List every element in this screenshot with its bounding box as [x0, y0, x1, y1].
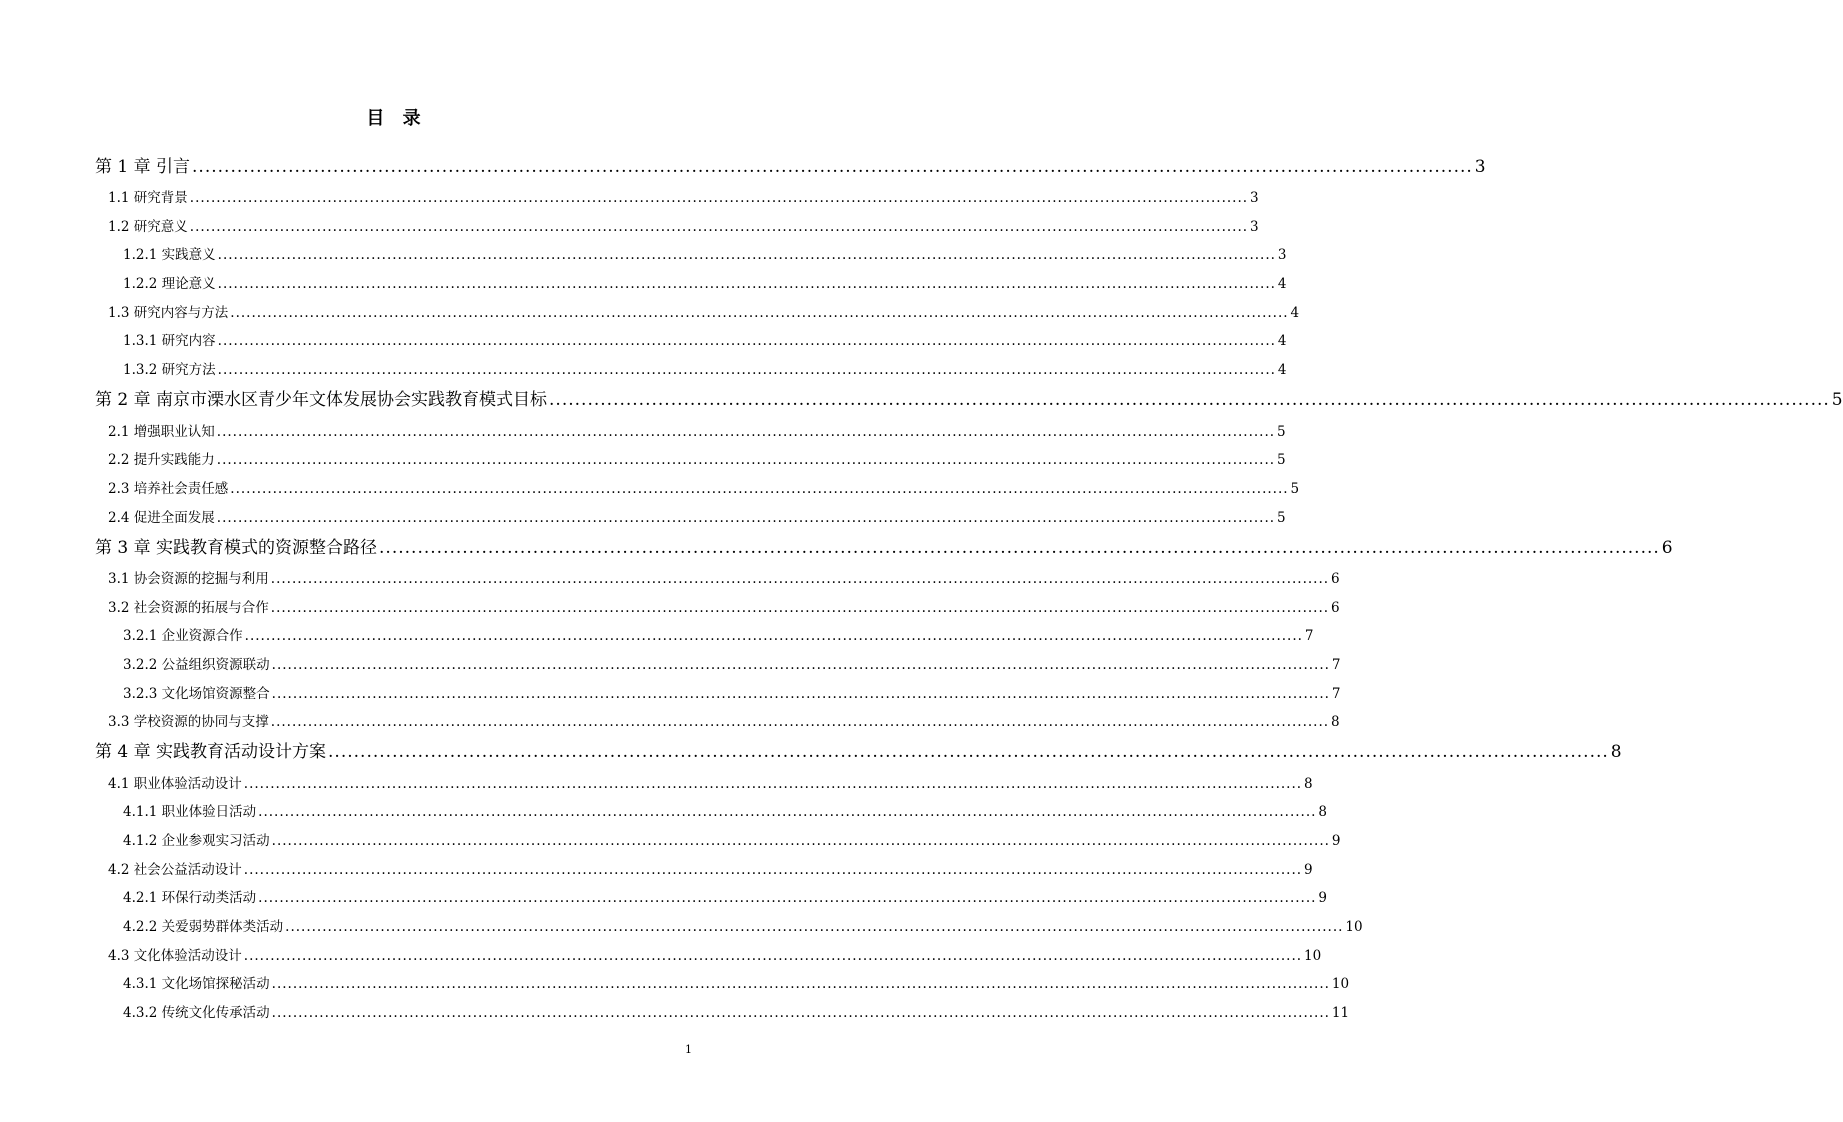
toc-leader-dots: ........................................................................................................................................................................................................ — [189, 219, 1249, 235]
page-number: 1 — [685, 1043, 692, 1056]
toc-entry-label: 引言 — [156, 157, 191, 177]
toc-entry-number: 3.1 — [108, 571, 130, 587]
toc-entry-page: 4 — [1277, 362, 1287, 378]
toc-entry-label: 理论意义 — [161, 276, 216, 292]
toc-entry[interactable] — [108, 420, 1286, 440]
toc-entry-label: 社会公益活动设计 — [133, 862, 242, 878]
toc-entry-number: 2.4 — [108, 510, 130, 526]
toc-entry-label: 传统文化传承活动 — [161, 1005, 270, 1021]
toc-entry-page: 8 — [1610, 742, 1622, 762]
toc-entry-number: 第 4 章 — [95, 742, 151, 762]
toc-entry-label: 协会资源的挖掘与利用 — [133, 571, 269, 587]
toc-entry[interactable] — [108, 448, 1286, 468]
toc-entry-label: 职业体验日活动 — [161, 804, 257, 820]
toc-entry-label: 社会资源的拓展与合作 — [133, 600, 269, 616]
toc-entry-page: 4 — [1277, 333, 1287, 349]
toc-entry-number: 4.2.1 — [123, 890, 158, 906]
toc-entry[interactable] — [108, 710, 1340, 730]
toc-leader-dots: ........................................................................................................................................................................................................ — [270, 600, 1330, 616]
toc-entry-page: 6 — [1331, 571, 1340, 587]
toc-leader-dots: ........................................................................................................................................................................................................ — [271, 1005, 1330, 1021]
toc-entry[interactable] — [95, 385, 1843, 411]
toc-entry-page: 5 — [1831, 390, 1843, 410]
toc-entry-label: 增强职业认知 — [133, 424, 215, 440]
toc-entry[interactable] — [108, 596, 1340, 616]
toc-entry[interactable] — [108, 477, 1300, 497]
toc-entry-page: 3 — [1250, 190, 1259, 206]
toc-entry-page: 9 — [1304, 862, 1313, 878]
toc-entry[interactable] — [108, 301, 1300, 321]
toc-entry-label: 关爱弱势群体类活动 — [161, 919, 284, 935]
toc-leader-dots: ........................................................................................................................................................................................................ — [270, 571, 1330, 587]
toc-entry[interactable] — [108, 567, 1340, 587]
toc-entry-label: 公益组织资源联动 — [161, 657, 270, 673]
toc-leader-dots: ........................................................................................................................................................................................................ — [216, 452, 1276, 468]
toc-entry-page: 5 — [1277, 424, 1286, 440]
toc-entry[interactable] — [123, 243, 1287, 263]
toc-entry-label: 研究背景 — [133, 190, 188, 206]
toc-leader-dots: ........................................................................................................................................................................................................ — [258, 890, 1317, 906]
toc-entry-page: 7 — [1331, 686, 1341, 702]
toc-entry-number: 3.2.1 — [123, 628, 158, 644]
toc-entry-label: 学校资源的协同与支撑 — [133, 714, 269, 730]
toc-title: 目 录 — [366, 108, 427, 129]
toc-entry-number: 3.2.2 — [123, 657, 158, 673]
toc-leader-dots: ........................................................................................................................................................................................................ — [271, 657, 1330, 673]
toc-entry-number: 1.2.2 — [123, 276, 158, 292]
toc-entry-label: 培养社会责任感 — [133, 481, 229, 497]
toc-entry[interactable] — [108, 215, 1259, 235]
toc-entry-page: 8 — [1318, 804, 1328, 820]
toc-entry-label: 研究内容 — [161, 333, 216, 349]
toc-leader-dots: ........................................................................................................................................................................................................ — [379, 538, 1660, 558]
toc-entry[interactable] — [95, 533, 1673, 559]
toc-leader-dots: ........................................................................................................................................................................................................ — [230, 481, 1289, 497]
toc-entry-page: 9 — [1331, 833, 1341, 849]
toc-entry-page: 5 — [1277, 510, 1286, 526]
toc-entry-page: 3 — [1277, 247, 1287, 263]
toc-entry-label: 促进全面发展 — [133, 510, 215, 526]
toc-entry[interactable] — [95, 152, 1486, 178]
toc-entry-number: 2.1 — [108, 424, 130, 440]
toc-leader-dots: ........................................................................................................................................................................................................ — [189, 190, 1249, 206]
toc-entry-page: 3 — [1250, 219, 1259, 235]
toc-entry[interactable] — [108, 858, 1313, 878]
toc-entry-number: 2.3 — [108, 481, 130, 497]
toc-entry-number: 4.2 — [108, 862, 130, 878]
toc-entry-page: 7 — [1304, 628, 1314, 644]
toc-entry[interactable] — [108, 186, 1259, 206]
toc-leader-dots: ........................................................................................................................................................................................................ — [243, 776, 1303, 792]
toc-entry-number: 第 2 章 — [95, 390, 151, 410]
toc-entry-page: 5 — [1290, 481, 1300, 497]
toc-leader-dots: ........................................................................................................................................................................................................ — [271, 686, 1330, 702]
toc-leader-dots: ........................................................................................................................................................................................................ — [244, 628, 1303, 644]
toc-entry[interactable] — [123, 358, 1287, 378]
toc-leader-dots: ........................................................................................................................................................................................................ — [192, 157, 1473, 177]
toc-entry-page: 4 — [1277, 276, 1287, 292]
toc-entry-number: 4.1.2 — [123, 833, 158, 849]
toc-leader-dots: ........................................................................................................................................................................................................ — [216, 424, 1276, 440]
toc-entry-label: 实践教育活动设计方案 — [156, 742, 327, 762]
toc-entry-label: 环保行动类活动 — [161, 890, 257, 906]
toc-leader-dots: ........................................................................................................................................................................................................ — [258, 804, 1317, 820]
toc-entry[interactable] — [123, 329, 1287, 349]
toc-entry-number: 第 1 章 — [95, 157, 151, 177]
toc-entry-page: 10 — [1345, 919, 1363, 935]
toc-entry-label: 研究意义 — [133, 219, 188, 235]
toc-entry-page: 8 — [1331, 714, 1340, 730]
toc-entry-page: 4 — [1290, 305, 1300, 321]
toc-entry[interactable] — [108, 506, 1286, 526]
toc-leader-dots: ........................................................................................................................................................................................................ — [217, 276, 1276, 292]
toc-entry-number: 3.2 — [108, 600, 130, 616]
toc-entry-label: 职业体验活动设计 — [133, 776, 242, 792]
toc-entry[interactable] — [108, 944, 1322, 964]
toc-leader-dots: ........................................................................................................................................................................................................ — [270, 714, 1330, 730]
toc-entry-label: 研究方法 — [161, 362, 216, 378]
toc-entry-page: 9 — [1318, 890, 1328, 906]
toc-entry[interactable] — [123, 972, 1350, 992]
toc-entry-number: 4.3 — [108, 948, 130, 964]
toc-entry-number: 3.3 — [108, 714, 130, 730]
toc-entry-page: 6 — [1331, 600, 1340, 616]
toc-leader-dots: ........................................................................................................................................................................................................ — [271, 976, 1330, 992]
toc-entry-number: 1.3.2 — [123, 362, 158, 378]
toc-entry[interactable] — [123, 886, 1328, 906]
toc-entry-page: 6 — [1661, 538, 1673, 558]
toc-leader-dots: ........................................................................................................................................................................................................ — [217, 362, 1276, 378]
toc-leader-dots: ........................................................................................................................................................................................................ — [217, 247, 1276, 263]
toc-leader-dots: ........................................................................................................................................................................................................ — [217, 333, 1276, 349]
toc-entry-number: 1.3.1 — [123, 333, 158, 349]
toc-entry[interactable] — [123, 272, 1287, 292]
toc-entry-number: 第 3 章 — [95, 538, 151, 558]
toc-entry-number: 4.1.1 — [123, 804, 158, 820]
toc-entry-number: 1.3 — [108, 305, 130, 321]
toc-entry[interactable] — [123, 624, 1314, 644]
toc-entry-label: 提升实践能力 — [133, 452, 215, 468]
toc-entry[interactable] — [123, 800, 1328, 820]
toc-entry[interactable] — [95, 737, 1622, 763]
toc-entry-number: 3.2.3 — [123, 686, 158, 702]
toc-entry-number: 4.1 — [108, 776, 130, 792]
toc-entry-label: 文化场馆探秘活动 — [161, 976, 270, 992]
toc-leader-dots: ........................................................................................................................................................................................................ — [243, 862, 1303, 878]
toc-entry-label: 企业资源合作 — [161, 628, 243, 644]
toc-entry-page: 8 — [1304, 776, 1313, 792]
toc-leader-dots: ........................................................................................................................................................................................................ — [216, 510, 1276, 526]
toc-leader-dots: ........................................................................................................................................................................................................ — [271, 833, 1330, 849]
toc-entry[interactable] — [123, 829, 1341, 849]
toc-leader-dots: ........................................................................................................................................................................................................ — [243, 948, 1303, 964]
toc-entry-label: 南京市溧水区青少年文体发展协会实践教育模式目标 — [156, 390, 548, 410]
toc-entry-number: 1.1 — [108, 190, 130, 206]
toc-entry-number: 4.2.2 — [123, 919, 158, 935]
toc-entry-label: 实践教育模式的资源整合路径 — [156, 538, 378, 558]
toc-entry-page: 3 — [1474, 157, 1486, 177]
toc-entry[interactable] — [123, 682, 1341, 702]
toc-entry-label: 文化体验活动设计 — [133, 948, 242, 964]
toc-entry[interactable] — [123, 653, 1341, 673]
toc-entry-label: 实践意义 — [161, 247, 216, 263]
toc-entry-page: 11 — [1331, 1005, 1350, 1021]
toc-entry[interactable] — [123, 1001, 1350, 1021]
toc-entry-number: 1.2 — [108, 219, 130, 235]
toc-entry-label: 企业参观实习活动 — [161, 833, 270, 849]
toc-leader-dots: ........................................................................................................................................................................................................ — [328, 742, 1609, 762]
toc-entry-number: 2.2 — [108, 452, 130, 468]
toc-entry-page: 7 — [1331, 657, 1341, 673]
toc-entry[interactable] — [108, 772, 1313, 792]
toc-entry-number: 1.2.1 — [123, 247, 158, 263]
toc-entry-label: 研究内容与方法 — [133, 305, 229, 321]
toc-entry-page: 10 — [1331, 976, 1350, 992]
toc-entry-page: 5 — [1277, 452, 1286, 468]
toc-leader-dots: ........................................................................................................................................................................................................ — [549, 390, 1830, 410]
toc-entry[interactable] — [123, 915, 1363, 935]
toc-entry-number: 4.3.1 — [123, 976, 158, 992]
toc-entry-number: 4.3.2 — [123, 1005, 158, 1021]
toc-leader-dots: ........................................................................................................................................................................................................ — [285, 919, 1344, 935]
toc-entry-page: 10 — [1304, 948, 1322, 964]
toc-leader-dots: ........................................................................................................................................................................................................ — [230, 305, 1289, 321]
toc-entry-label: 文化场馆资源整合 — [161, 686, 270, 702]
